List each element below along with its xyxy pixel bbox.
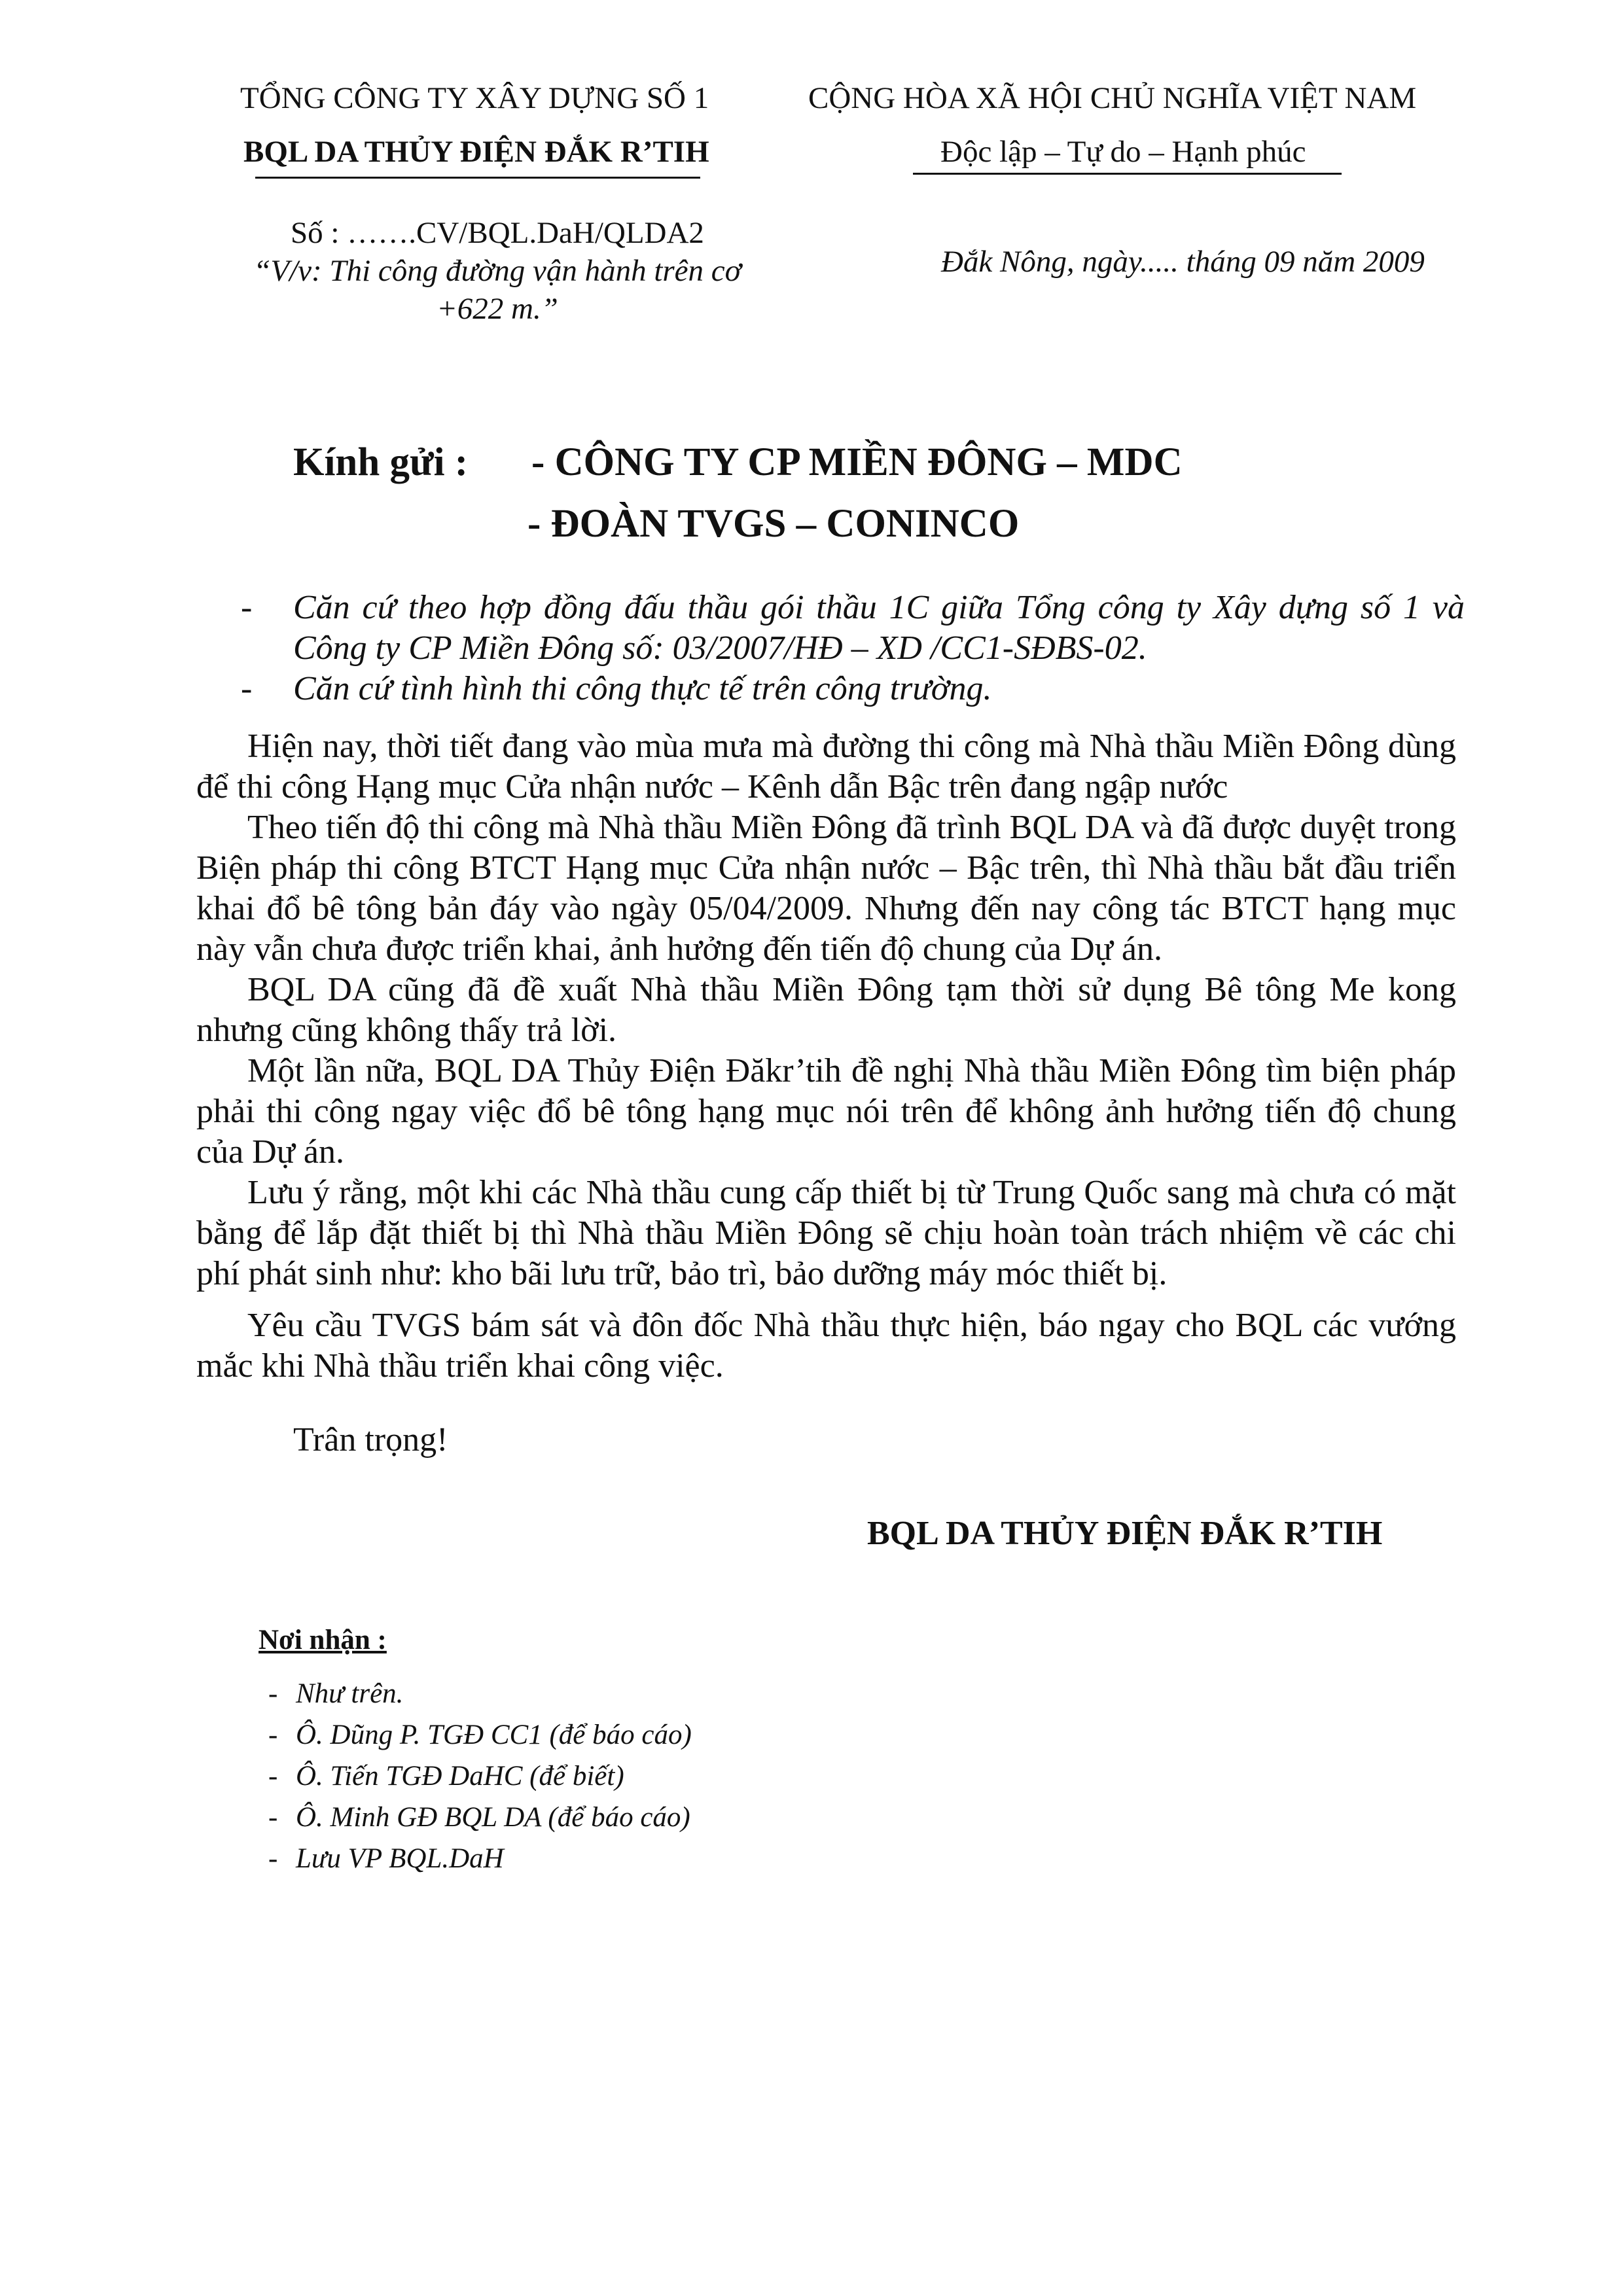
national-motto: Độc lập – Tự do – Hạnh phúc (940, 135, 1306, 169)
nation-title: CỘNG HÒA XÃ HỘI CHỦ NGHĨA VIỆT NAM (808, 81, 1417, 115)
closing-greeting: Trân trọng! (293, 1421, 448, 1458)
dash-icon: - (268, 1761, 278, 1792)
dash-icon: - (241, 589, 253, 626)
motto-underline (913, 173, 1342, 175)
dash-icon: - (268, 1802, 278, 1833)
recipients-label: Nơi nhận : (259, 1625, 387, 1655)
issuing-organization: TỔNG CÔNG TY XÂY DỰNG SỐ 1 (240, 81, 709, 115)
issue-date: Đắk Nông, ngày..... tháng 09 năm 2009 (941, 245, 1425, 279)
addressee-line-1: - CÔNG TY CP MIỀN ĐÔNG – MDC (531, 440, 1183, 484)
basis-text: Căn cứ tình hình thi công thực tế trên công trường. (293, 670, 992, 707)
body-paragraph: Yêu cầu TVGS bám sát và đôn đốc Nhà thầu thực hiện, báo ngay cho BQL các vướng mắc khi Nhà thầu triển khai công việc. (196, 1307, 1456, 1385)
document-number: Số : …….CV/BQL.DaH/QLDA2 (291, 216, 704, 250)
dash-icon: - (268, 1678, 278, 1709)
signature-unit: BQL DA THỦY ĐIỆN ĐẮK R’TIH (867, 1515, 1383, 1552)
recipient-text: Lưu VP BQL.DaH (296, 1843, 504, 1874)
body-paragraph: Hiện nay, thời tiết đang vào mùa mưa mà đường thi công mà Nhà thầu Miền Đông dùng để thi công Hạng mục Cửa nhận nước – Kênh dẫn Bậc trên đang ngập nước (196, 728, 1456, 805)
recipient-text: Ô. Dũng P. TGĐ CC1 (để báo cáo) (296, 1720, 692, 1750)
body-paragraph: Lưu ý rằng, một khi các Nhà thầu cung cấp thiết bị từ Trung Quốc sang mà chưa có mặt bằng để lắp đặt thiết bị thì Nhà thầu Miền Đông sẽ chịu hoàn toàn trách nhiệm về các chi phí phát sinh như: kho bãi lưu trữ, bảo trì, bảo dưỡng máy móc thiết bị. (196, 1174, 1456, 1292)
basis-text: Căn cứ theo hợp đồng đấu thầu gói thầu 1C giữa Tổng công ty Xây dựng số 1 và Công ty CP Miền Đông số: 03/2007/HĐ – XD /CC1-SĐBS-02. (293, 589, 1465, 667)
recipient-text: Ô. Tiến TGĐ DaHC (để biết) (296, 1761, 624, 1792)
subject-line-2: +622 m.” (437, 292, 558, 326)
body-paragraph: Theo tiến độ thi công mà Nhà thầu Miền Đông đã trình BQL DA và đã được duyệt trong Biện pháp thi công BTCT Hạng mục Cửa nhận nước – Bậc trên, thì Nhà thầu bắt đầu triển khai đổ bê tông bản đáy vào ngày 05/04/2009. Nhưng đến nay công tác BTCT hạng mục này vẫn chưa được triển khai, ảnh hưởng đến tiến độ chung của Dự án. (196, 809, 1456, 968)
dash-icon: - (268, 1843, 278, 1874)
body-paragraph: Một lần nữa, BQL DA Thủy Điện Đăkr’tih đề nghị Nhà thầu Miền Đông tìm biện pháp phải thi công ngay việc đổ bê tông hạng mục nói trên để không ảnh hưởng tiến độ chung của Dự án. (196, 1052, 1456, 1171)
recipient-text: Như trên. (296, 1678, 404, 1709)
body-paragraph: BQL DA cũng đã đề xuất Nhà thầu Miền Đông tạm thời sử dụng Bê tông Me kong nhưng cũng không thấy trả lời. (196, 971, 1456, 1049)
dash-icon: - (268, 1720, 278, 1750)
addressee-label: Kính gửi : (293, 440, 469, 484)
issuing-unit: BQL DA THỦY ĐIỆN ĐẮK R’TIH (243, 135, 709, 169)
subject-line-1: “V/v: Thi công đường vận hành trên cơ (253, 254, 741, 288)
recipient-text: Ô. Minh GĐ BQL DA (để báo cáo) (296, 1802, 690, 1833)
unit-underline (255, 177, 700, 179)
addressee-line-2: - ĐOÀN TVGS – CONINCO (527, 502, 1020, 546)
dash-icon: - (241, 670, 253, 707)
